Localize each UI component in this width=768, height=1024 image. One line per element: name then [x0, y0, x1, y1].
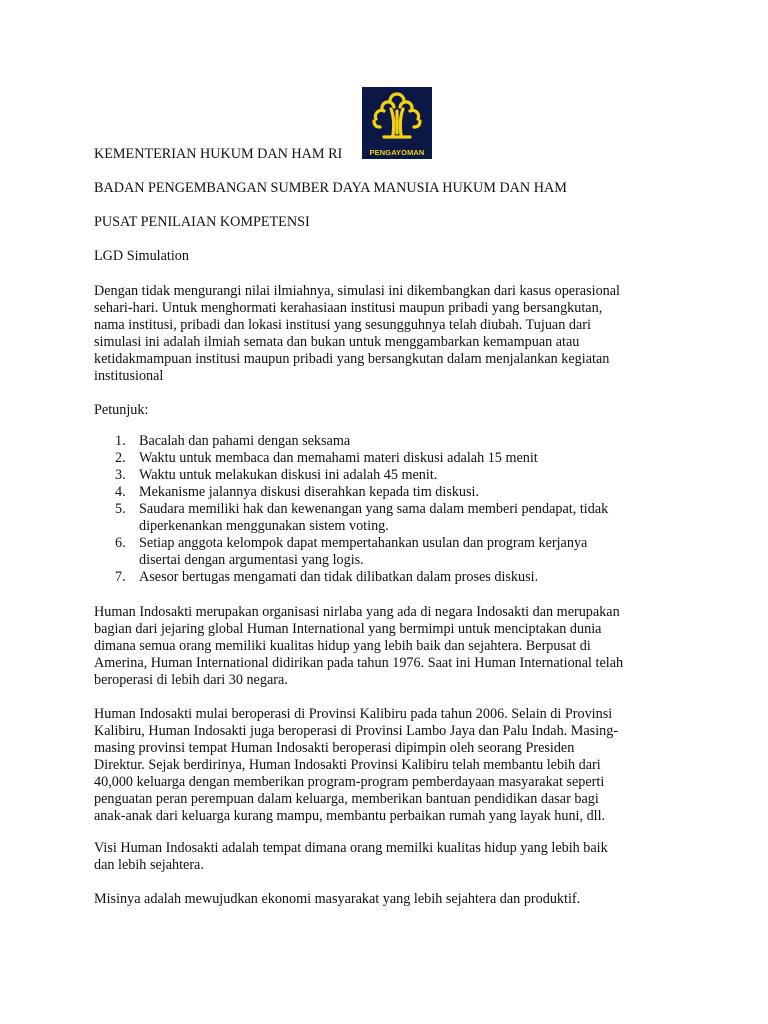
intro-line: sehari-hari. Untuk menghormati kerahasiaan institusi maupun pribadi yang bersangkutan, [94, 300, 603, 316]
list-text: Waktu untuk membaca dan memahami materi diskusi adalah 15 menit [139, 450, 538, 466]
paragraph-line: dan lebih sejahtera. [94, 857, 204, 873]
list-number: 6. [115, 535, 126, 551]
organization-paragraph [94, 604, 684, 689]
instructions-list [94, 433, 674, 586]
paragraph-line: Human Indosakti merupakan organisasi nirlaba yang ada di negara Indosakti dan merupakan [94, 604, 620, 620]
paragraph-line: Amerina, Human International didirikan pada tahun 1976. Saat ini Human International telah [94, 655, 624, 671]
list-item [94, 484, 674, 501]
paragraph-line: Direktur. Sejak berdirinya, Human Indosakti Provinsi Kalibiru telah membantu lebih dari [94, 757, 601, 773]
list-item [94, 535, 674, 569]
intro-line: institusional [94, 368, 164, 384]
paragraph-line: beroperasi di lebih dari 30 negara. [94, 672, 288, 688]
intro-line: simulasi ini adalah ilmiah semata dan bukan untuk menggambarkan kemampuan atau [94, 334, 580, 350]
intro-paragraph [94, 283, 684, 385]
paragraph-line: 40,000 keluarga dengan memberikan program-program pemberdayaan masyarakat seperti [94, 774, 605, 790]
list-text: Setiap anggota kelompok dapat mempertahankan usulan dan program kerjanya [139, 535, 588, 551]
paragraph-line: Kalibiru, Human Indosakti juga beroperasi di Provinsi Lambo Jaya dan Palu Indah. Masing- [94, 723, 619, 739]
list-number: 5. [115, 501, 126, 517]
ministry-title: KEMENTERIAN HUKUM DAN HAM RI [94, 146, 343, 162]
list-text: diperkenankan menggunakan sistem voting. [139, 518, 389, 534]
paragraph-line: bagian dari jejaring global Human International yang bermimpi untuk menciptakan dunia [94, 621, 602, 637]
list-number: 2. [115, 450, 126, 466]
paragraph-line: masing provinsi tempat Human Indosakti beroperasi dipimpin oleh seorang Presiden [94, 740, 575, 756]
paragraph-line: anak-anak dari keluarga kurang mampu, membantu perbaikan rumah yang layak huni, dll. [94, 808, 606, 824]
logo-text: PENGAYOMAN [369, 148, 425, 157]
list-item [94, 501, 674, 535]
list-item [94, 450, 674, 467]
list-number: 1. [115, 433, 126, 449]
intro-line: nama institusi, pribadi dan lokasi institusi yang sesungguhnya telah diubah. Tujuan dari [94, 317, 591, 333]
list-item [94, 569, 674, 586]
intro-line: Dengan tidak mengurangi nilai ilmiahnya, simulasi ini dikembangkan dari kasus operasional [94, 283, 620, 299]
mission-paragraph [94, 891, 684, 908]
intro-line: ketidakmampuan institusi maupun pribadi yang bersangkutan dalam menjalankan kegiatan [94, 351, 610, 367]
list-text: Asesor bertugas mengamati dan tidak dilibatkan dalam proses diskusi. [139, 569, 539, 585]
list-text: Waktu untuk melakukan diskusi ini adalah 45 menit. [139, 467, 438, 483]
list-text: disertai dengan argumentasi yang logis. [139, 552, 364, 568]
list-number: 4. [115, 484, 126, 500]
list-item [94, 467, 674, 484]
operations-paragraph [94, 706, 684, 825]
paragraph-line: Misinya adalah mewujudkan ekonomi masyarakat yang lebih sejahtera dan produktif. [94, 891, 581, 907]
center-title: PUSAT PENILAIAN KOMPETENSI [94, 214, 310, 230]
list-text: Saudara memiliki hak dan kewenangan yang sama dalam memberi pendapat, tidak [139, 501, 609, 517]
paragraph-line: penguatan peran perempuan dalam keluarga, memberikan bantuan pendidikan dasar bagi [94, 791, 599, 807]
simulation-title: LGD Simulation [94, 248, 189, 264]
paragraph-line: Human Indosakti mulai beroperasi di Provinsi Kalibiru pada tahun 2006. Selain di Provinsi [94, 706, 613, 722]
paragraph-line: dimana semua orang memiliki kualitas hidup yang lebih baik dan sejahtera. Berpusat di [94, 638, 591, 654]
list-item [94, 433, 674, 450]
list-text: Bacalah dan pahami dengan seksama [139, 433, 351, 449]
paragraph-line: Visi Human Indosakti adalah tempat dimana orang memilki kualitas hidup yang lebih baik [94, 840, 608, 856]
petunjuk-label: Petunjuk: [94, 402, 149, 418]
list-number: 7. [115, 569, 126, 585]
pengayoman-logo [362, 87, 432, 159]
list-text: Mekanisme jalannya diskusi diserahkan kepada tim diskusi. [139, 484, 480, 500]
agency-title: BADAN PENGEMBANGAN SUMBER DAYA MANUSIA HUKUM DAN HAM [94, 180, 567, 196]
vision-paragraph [94, 840, 684, 874]
list-number: 3. [115, 467, 126, 483]
